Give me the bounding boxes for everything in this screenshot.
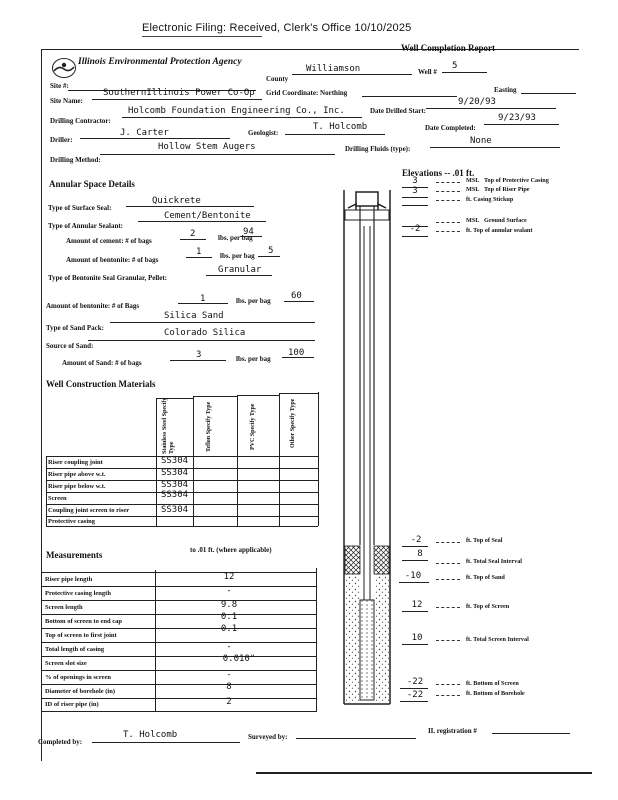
- elev-line-1: [402, 197, 428, 198]
- bentonite-amount-bags[interactable]: 1: [200, 294, 206, 304]
- fluids-label: Drilling Fluids (type):: [345, 145, 411, 153]
- elev-bottom-screen-label: ft. Bottom of Screen: [466, 680, 519, 687]
- method-label: Drilling Method:: [50, 156, 101, 164]
- elev-stickup-label: ft. Casing Stickup: [466, 196, 514, 203]
- col-stainless: Stainless Steel Specify Type: [162, 397, 175, 454]
- filing-stamp: Electronic Filing: Received, Clerk's Office 10/10/2025: [142, 22, 412, 34]
- annular-title: Annular Space Details: [49, 179, 135, 189]
- easting-line: [521, 93, 576, 94]
- row-screen: Screen: [48, 495, 67, 502]
- elev-seal-interval-value[interactable]: 8: [417, 549, 423, 559]
- surveyed-by-line: [296, 738, 416, 739]
- bentonite-amount-lbs-line: [284, 301, 314, 302]
- meas-top-joint-label: Top of screen to first joint: [45, 632, 117, 639]
- elev-riser-label: Top of Riser Pipe: [484, 186, 530, 193]
- bottom-rule: [256, 772, 592, 774]
- elev-ground-msl: MSL: [466, 217, 480, 224]
- bentonite-lbs-label: lbs. per bag: [220, 252, 255, 260]
- completed-by-label: Completed by:: [38, 738, 83, 746]
- surveyed-by-label: Surveyed by:: [248, 733, 288, 741]
- meas-openings-value[interactable]: -: [226, 670, 232, 680]
- sand-source-line: [88, 340, 315, 341]
- well-label: Well #: [418, 68, 437, 76]
- meas-screen-length-value[interactable]: 9.8: [220, 600, 238, 610]
- driller-label: Driller:: [50, 136, 73, 144]
- elev-b-line-0: [402, 546, 428, 547]
- cement-lbs-line: [240, 236, 262, 237]
- sand-amount-label: Amount of Sand: # of bags: [62, 359, 142, 367]
- fluids-line: [430, 147, 560, 148]
- elev-top-sand-value[interactable]: -10: [404, 571, 422, 581]
- meas-slot-size-label: Screen slot size: [45, 660, 87, 667]
- bentonite-label: Amount of bentonite: # of bags: [66, 256, 159, 264]
- sand-pack-value[interactable]: Silica Sand: [164, 311, 224, 321]
- date-started-line: [426, 108, 556, 109]
- bentonite-amount-lbs[interactable]: 60: [291, 291, 302, 301]
- meas-protective-length-label: Protective casing length: [45, 590, 111, 597]
- row-riser-above: Riser pipe above w.t.: [48, 471, 106, 478]
- geologist-value[interactable]: T. Holcomb: [313, 122, 368, 132]
- completed-by-value[interactable]: T. Holcomb: [123, 730, 178, 740]
- surface-seal-label: Type of Surface Seal:: [48, 204, 112, 212]
- cell-riser-below-ss[interactable]: SS304: [160, 480, 189, 490]
- meas-borehole-label: Diameter of borehole (in): [45, 688, 115, 695]
- elev-screen-interval-label: ft. Total Screen Interval: [466, 636, 529, 643]
- elev-top-screen-label: ft. Top of Screen: [466, 603, 510, 610]
- elev-top-seal-label: ft. Top of Seal: [466, 537, 503, 544]
- well-line: [442, 72, 487, 73]
- meas-borehole-value[interactable]: 8: [226, 682, 232, 692]
- measurements-note: to .01 ft. (where applicable): [190, 546, 272, 554]
- date-started-label: Date Drilled Start:: [370, 107, 426, 115]
- elev-bottom-borehole-label: ft. Bottom of Borehole: [466, 690, 525, 697]
- materials-table: [46, 392, 320, 532]
- bentonite-lbs[interactable]: 5: [268, 246, 274, 256]
- logo-icon: [53, 59, 75, 77]
- geologist-line: [285, 134, 385, 135]
- measurements-table: [41, 568, 319, 712]
- county-line: [292, 74, 412, 75]
- sand-bags-line: [170, 360, 226, 361]
- site-name-value[interactable]: SouthernIllinois Power Co-Op: [103, 88, 255, 98]
- elev-protective-casing-value[interactable]: 3: [412, 176, 418, 186]
- meas-bottom-endcap-label: Bottom of screen to end cap: [45, 618, 122, 625]
- county-label: County: [266, 75, 289, 83]
- col-teflon: Teflon Specify Type: [206, 401, 212, 452]
- cement-label: Amount of cement: # of bags: [66, 237, 152, 245]
- measurements-title: Measurements: [46, 550, 103, 560]
- elevations-title: Elevations -- .01 ft.: [402, 168, 475, 178]
- grid-line: [362, 96, 457, 97]
- elev-b-leader-2: [436, 579, 460, 580]
- elev-leader-2: [436, 200, 460, 201]
- bentonite-bags-line: [186, 257, 212, 258]
- bentonite-bags[interactable]: 1: [196, 247, 202, 257]
- cell-riser-above-ss[interactable]: SS304: [160, 468, 189, 478]
- sand-lbs-line: [282, 357, 314, 358]
- materials-title: Well Construction Materials: [46, 379, 156, 389]
- well-value[interactable]: 5: [452, 61, 458, 71]
- agency-logo: [52, 58, 76, 78]
- completed-by-line: [92, 742, 240, 743]
- cell-coupling-screen-ss[interactable]: SS304: [160, 505, 189, 515]
- meas-slot-size-value[interactable]: 0.010": [222, 654, 256, 664]
- surface-seal-value[interactable]: Quickrete: [152, 196, 201, 206]
- site-name-label: Site Name:: [50, 97, 83, 105]
- sand-lbs[interactable]: 100: [288, 348, 305, 358]
- elev-line-4: [402, 236, 428, 237]
- elev-b-line-3: [402, 611, 428, 612]
- elev-riser-value[interactable]: 3: [412, 186, 418, 196]
- cement-bags[interactable]: 2: [190, 229, 196, 239]
- date-completed-value[interactable]: 9/23/93: [498, 113, 536, 123]
- annular-sealant-label: Type of Annular Sealant:: [48, 222, 124, 230]
- method-value[interactable]: Hollow Stem Augers: [158, 142, 256, 152]
- sand-source-value[interactable]: Colorado Silica: [164, 328, 246, 338]
- row-riser-below: Riser pipe below w.t.: [48, 483, 106, 490]
- cement-lbs[interactable]: 94: [243, 227, 254, 237]
- bentonite-amount-bags-line: [178, 303, 228, 304]
- elev-ground-label: Ground Surface: [484, 217, 527, 224]
- cell-riser-coupling-ss[interactable]: SS304: [160, 456, 189, 466]
- elev-bottom-borehole-value[interactable]: -22: [406, 690, 424, 700]
- row-coupling-screen: Coupling joint screen to riser: [48, 507, 130, 514]
- elev-b-line-6: [400, 701, 428, 702]
- easting-label: Easting: [494, 86, 517, 94]
- well-diagram: [336, 180, 398, 710]
- grid-label: Grid Coordinate: Northing: [266, 89, 348, 97]
- elev-protective-casing-msl: MSL: [466, 177, 480, 184]
- sand-source-label: Source of Sand:: [46, 342, 94, 350]
- geologist-label: Geologist:: [248, 129, 279, 137]
- cement-bags-line: [180, 239, 206, 240]
- col-other: Other Specify Type: [290, 398, 296, 448]
- elev-b-leader-4: [436, 640, 460, 641]
- elev-b-line-5: [400, 688, 428, 689]
- registration-label: IL registration #: [428, 727, 477, 735]
- meas-bottom-endcap-value[interactable]: 0.1: [220, 612, 238, 622]
- elev-annular-label: ft. Top of annular sealant: [466, 227, 533, 234]
- elev-bottom-screen-value[interactable]: -22: [406, 677, 424, 687]
- meas-top-joint-value[interactable]: 0.1: [220, 624, 238, 634]
- meas-screen-length-label: Screen length: [45, 604, 83, 611]
- elev-screen-interval-value[interactable]: 10: [411, 633, 423, 643]
- report-title: Well Completion Report: [401, 43, 495, 53]
- cell-screen-ss[interactable]: SS304: [160, 490, 189, 500]
- sand-pack-line: [110, 322, 315, 323]
- elev-b-line-4: [402, 644, 428, 645]
- bentonite-seal-line: [206, 275, 272, 276]
- elev-b-line-1: [402, 560, 428, 561]
- date-completed-label: Date Completed:: [425, 124, 476, 132]
- stamp-underline: [142, 36, 262, 37]
- cement-lbs-label: lbs. per bag: [218, 234, 253, 242]
- meas-riser-length-label: Riser pipe length: [45, 576, 93, 583]
- meas-openings-label: % of openings in screen: [45, 674, 111, 681]
- site-no-label: Site #:: [50, 82, 69, 90]
- bentonite-seal-value[interactable]: Granular: [218, 265, 262, 275]
- annular-sealant-value[interactable]: Cement/Bentonite: [164, 211, 251, 221]
- meas-riser-id-label: ID of riser pipe (in): [45, 701, 99, 708]
- elev-top-sand-label: ft. Top of Sand: [466, 574, 505, 581]
- elev-b-leader-6: [436, 695, 460, 696]
- date-completed-line: [484, 124, 559, 125]
- meas-protective-length-value[interactable]: -: [226, 586, 232, 596]
- elev-protective-casing-label: Top of Protective Casing: [484, 177, 549, 184]
- elev-line-2: [402, 205, 428, 206]
- bentonite-amount-lbs-label: lbs. per bag: [236, 297, 271, 305]
- registration-line: [492, 733, 570, 734]
- elev-b-leader-1: [436, 563, 460, 564]
- annular-sealant-line: [138, 221, 266, 222]
- row-protective-casing: Protective casing: [48, 518, 95, 525]
- elev-b-leader-3: [436, 607, 460, 608]
- sand-lbs-label: lbs. per bag: [236, 355, 271, 363]
- county-value[interactable]: Williamson: [306, 64, 361, 74]
- contractor-label: Drilling Contractor:: [50, 117, 111, 125]
- meas-riser-length-value[interactable]: 12: [223, 572, 235, 582]
- row-riser-coupling: Riser coupling joint: [48, 459, 103, 466]
- elev-annular-value[interactable]: -2: [409, 224, 421, 234]
- elev-top-screen-value[interactable]: 12: [411, 600, 423, 610]
- elev-top-seal-value[interactable]: -2: [410, 535, 422, 545]
- col-pvc: PVC Specify Type: [250, 403, 256, 450]
- elev-b-leader-5: [436, 684, 460, 685]
- sand-bags[interactable]: 3: [196, 350, 202, 360]
- elev-riser-msl: MSL: [466, 186, 480, 193]
- bentonite-amount-label: Amount of bentonite: # of Bags: [46, 302, 140, 310]
- meas-total-casing-label: Total length of casing: [45, 646, 105, 653]
- contractor-value[interactable]: Holcomb Foundation Engineering Co., Inc.: [128, 106, 345, 116]
- site-name-line: [92, 99, 262, 100]
- surface-seal-line: [126, 206, 254, 207]
- elev-b-leader-0: [436, 542, 460, 543]
- sand-pack-label: Type of Sand Pack:: [46, 324, 105, 332]
- driller-line: [80, 138, 230, 139]
- elev-leader-3: [436, 222, 460, 223]
- elev-b-line-2: [399, 582, 429, 583]
- elev-seal-interval-label: ft. Total Seal Interval: [466, 558, 523, 565]
- meas-total-casing-value[interactable]: -: [226, 642, 232, 652]
- agency-name: Illinois Environmental Protection Agency: [78, 57, 242, 67]
- method-line: [100, 154, 335, 155]
- elev-leader-0: [436, 182, 460, 183]
- elev-leader-1: [436, 191, 460, 192]
- bentonite-lbs-line: [258, 256, 280, 257]
- contractor-line: [122, 117, 362, 118]
- elev-leader-4: [436, 231, 460, 232]
- driller-value[interactable]: J. Carter: [120, 128, 169, 138]
- date-started-value[interactable]: 9/20/93: [458, 97, 496, 107]
- bentonite-seal-label: Type of Bentonite Seal Granular, Pellet:: [48, 274, 167, 282]
- fluids-value[interactable]: None: [470, 136, 492, 146]
- meas-riser-id-value[interactable]: 2: [226, 697, 232, 707]
